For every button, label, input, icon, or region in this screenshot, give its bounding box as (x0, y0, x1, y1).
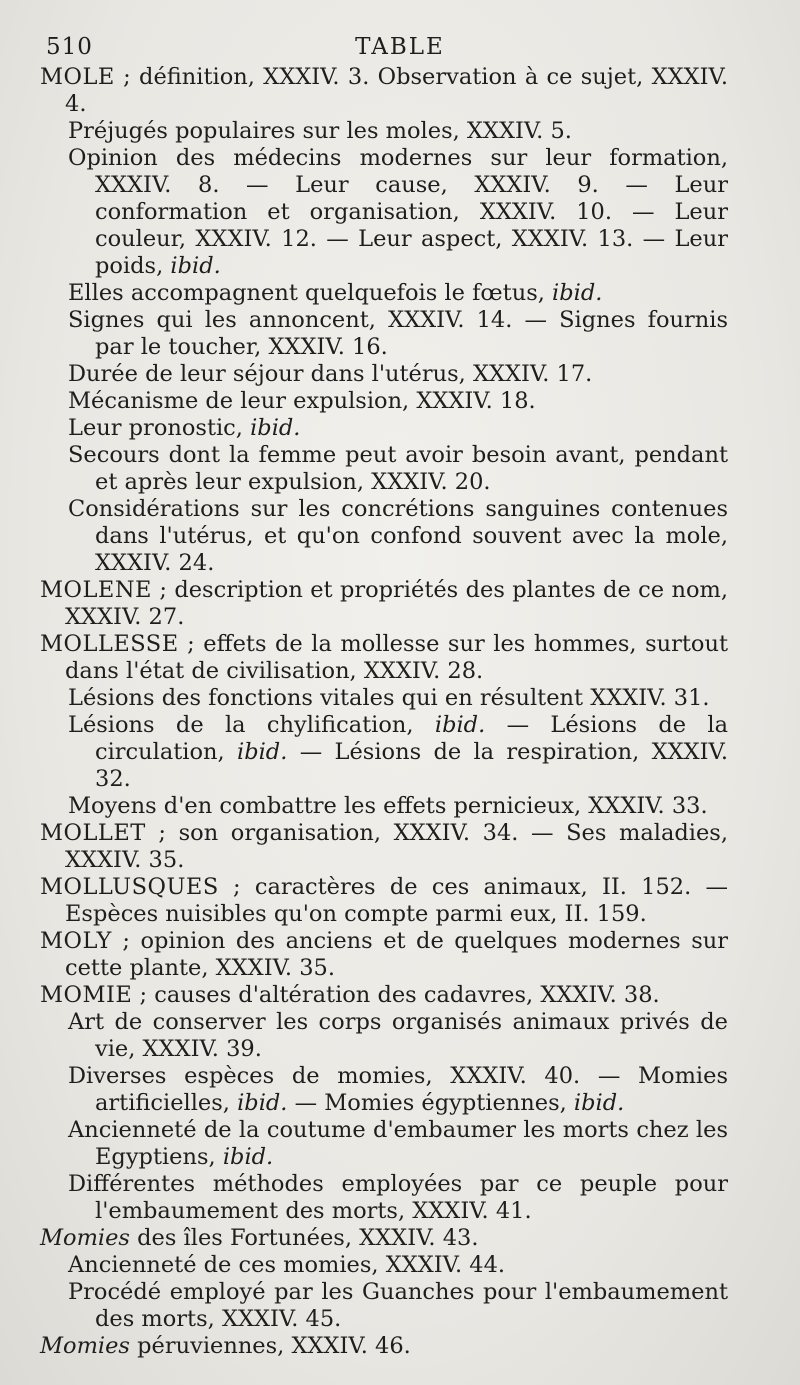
index-subentry (40, 415, 728, 442)
index-entry (40, 820, 728, 874)
index-entry (40, 64, 728, 118)
ibid-ref: ibid. (250, 415, 301, 441)
page-number: 510 (46, 34, 93, 60)
entry-headword: MOLE (40, 64, 115, 90)
entry-headword: MOLENE (40, 577, 152, 603)
index-entries (40, 64, 728, 1360)
entry-text: Différentes méthodes employées par ce peuple pour l'embaumement des morts, XXXIV. 41. (68, 1171, 728, 1224)
entry-headword: MOLLET (40, 820, 146, 846)
entry-text: Préjugés populaires sur les moles, XXXIV. 5. (68, 118, 572, 144)
index-subentry (40, 1117, 728, 1171)
ibid-ref: ibid. (552, 280, 603, 306)
ibid-ref: ibid. (434, 712, 486, 738)
index-entry (40, 577, 728, 631)
index-subentry (40, 712, 728, 793)
index-entry (40, 982, 728, 1009)
entry-headword: Momies (40, 1333, 130, 1359)
entry-text: Moyens d'en combattre les effets pernicieux, XXXIV. 33. (68, 793, 708, 819)
index-subentry (40, 1063, 728, 1117)
entry-text: ; opinion des anciens et de quelques modernes sur cette plante, XXXIV. 35. (65, 928, 728, 981)
index-entry (40, 631, 728, 685)
ibid-ref: ibid. (222, 1144, 274, 1170)
index-subentry (40, 496, 728, 577)
index-subentry (40, 280, 728, 307)
entry-text: — Lésions de la circulation, (95, 712, 728, 765)
entry-text: Diverses espèces de momies, XXXIV. 40. — Momies artificielles, (68, 1063, 728, 1116)
page-header (0, 34, 800, 64)
entry-text: Lésions des fonctions vitales qui en résultent XXXIV. 31. (68, 685, 710, 711)
entry-headword: MOMIE (40, 982, 133, 1008)
entry-text: Mécanisme de leur expulsion, XXXIV. 18. (68, 388, 536, 414)
entry-text: ; description et propriétés des plantes de ce nom, XXXIV. 27. (65, 577, 728, 630)
entry-headword: MOLLESSE (40, 631, 179, 657)
index-subentry (40, 1279, 728, 1333)
entry-text: Leur pronostic, (68, 415, 251, 441)
entry-text: ; effets de la mollesse sur les hommes, surtout dans l'état de civilisation, XXXIV. 28. (65, 631, 728, 684)
entry-text: Signes qui les annoncent, XXXIV. 14. — Signes fournis par le toucher, XXXIV. 16. (68, 307, 728, 360)
entry-text: Ancienneté de ces momies, XXXIV. 44. (68, 1252, 506, 1278)
entry-text: — Momies égyptiennes, (287, 1090, 574, 1116)
index-entry (40, 874, 728, 928)
entry-text: Lésions de la chylification, (68, 712, 435, 738)
index-entry (40, 1225, 728, 1252)
index-subentry (40, 361, 728, 388)
index-subentry (40, 145, 728, 280)
entry-text: ; son organisation, XXXIV. 34. — Ses maladies, XXXIV. 35. (65, 820, 728, 873)
entry-headword: Momies (40, 1225, 130, 1251)
entry-text: Considérations sur les concrétions sanguines contenues dans l'utérus, et qu'on confond souvent avec la mole, XXXIV. 24. (68, 496, 728, 576)
index-subentry (40, 793, 728, 820)
entry-headword: MOLY (40, 928, 112, 954)
entry-headword: MOLLUSQUES (40, 874, 219, 900)
index-subentry (40, 1009, 728, 1063)
ibid-ref: ibid. (170, 253, 221, 279)
entry-text: Elles accompagnent quelquefois le fœtus, (68, 280, 553, 306)
index-subentry (40, 685, 728, 712)
ibid-ref: ibid. (573, 1090, 625, 1116)
ibid-ref: ibid. (237, 739, 288, 765)
entry-text: Durée de leur séjour dans l'utérus, XXXIV. 17. (68, 361, 593, 387)
entry-text: péruviennes, XXXIV. 46. (129, 1333, 411, 1359)
index-subentry (40, 307, 728, 361)
running-title: TABLE (355, 34, 445, 60)
entry-text: Art de conserver les corps organisés animaux privés de vie, XXXIV. 39. (68, 1009, 728, 1062)
entry-text: ; caractères de ces animaux, II. 152. — Espèces nuisibles qu'on compte parmi eux, II. 159. (65, 874, 728, 927)
entry-text: Opinion des médecins modernes sur leur formation, XXXIV. 8. — Leur cause, XXXIV. 9. — Leur conformation et organisation, XXXIV. 10. — Leur couleur, XXXIV. 12. — Leur aspect, XXXIV. 13. — Leur poids, (68, 145, 728, 279)
index-subentry (40, 118, 728, 145)
entry-text: ; définition, XXXIV. 3. Observation à ce sujet, XXXIV. 4. (65, 64, 728, 117)
index-subentry (40, 1171, 728, 1225)
entry-text: Secours dont la femme peut avoir besoin avant, pendant et après leur expulsion, XXXIV. 20. (68, 442, 728, 495)
index-entry (40, 928, 728, 982)
entry-text: des îles Fortunées, XXXIV. 43. (129, 1225, 479, 1251)
entry-text: — Lésions de la respiration, XXXIV. 32. (95, 739, 728, 792)
index-entry (40, 1333, 728, 1360)
index-subentry (40, 388, 728, 415)
entry-text: Ancienneté de la coutume d'embaumer les morts chez les Egyptiens, (68, 1117, 728, 1170)
entry-text: Procédé employé par les Guanches pour l'embaumement des morts, XXXIV. 45. (68, 1279, 728, 1332)
entry-text: ; causes d'altération des cadavres, XXXIV. 38. (132, 982, 660, 1008)
index-subentry (40, 442, 728, 496)
ibid-ref: ibid. (237, 1090, 288, 1116)
index-subentry (40, 1252, 728, 1279)
